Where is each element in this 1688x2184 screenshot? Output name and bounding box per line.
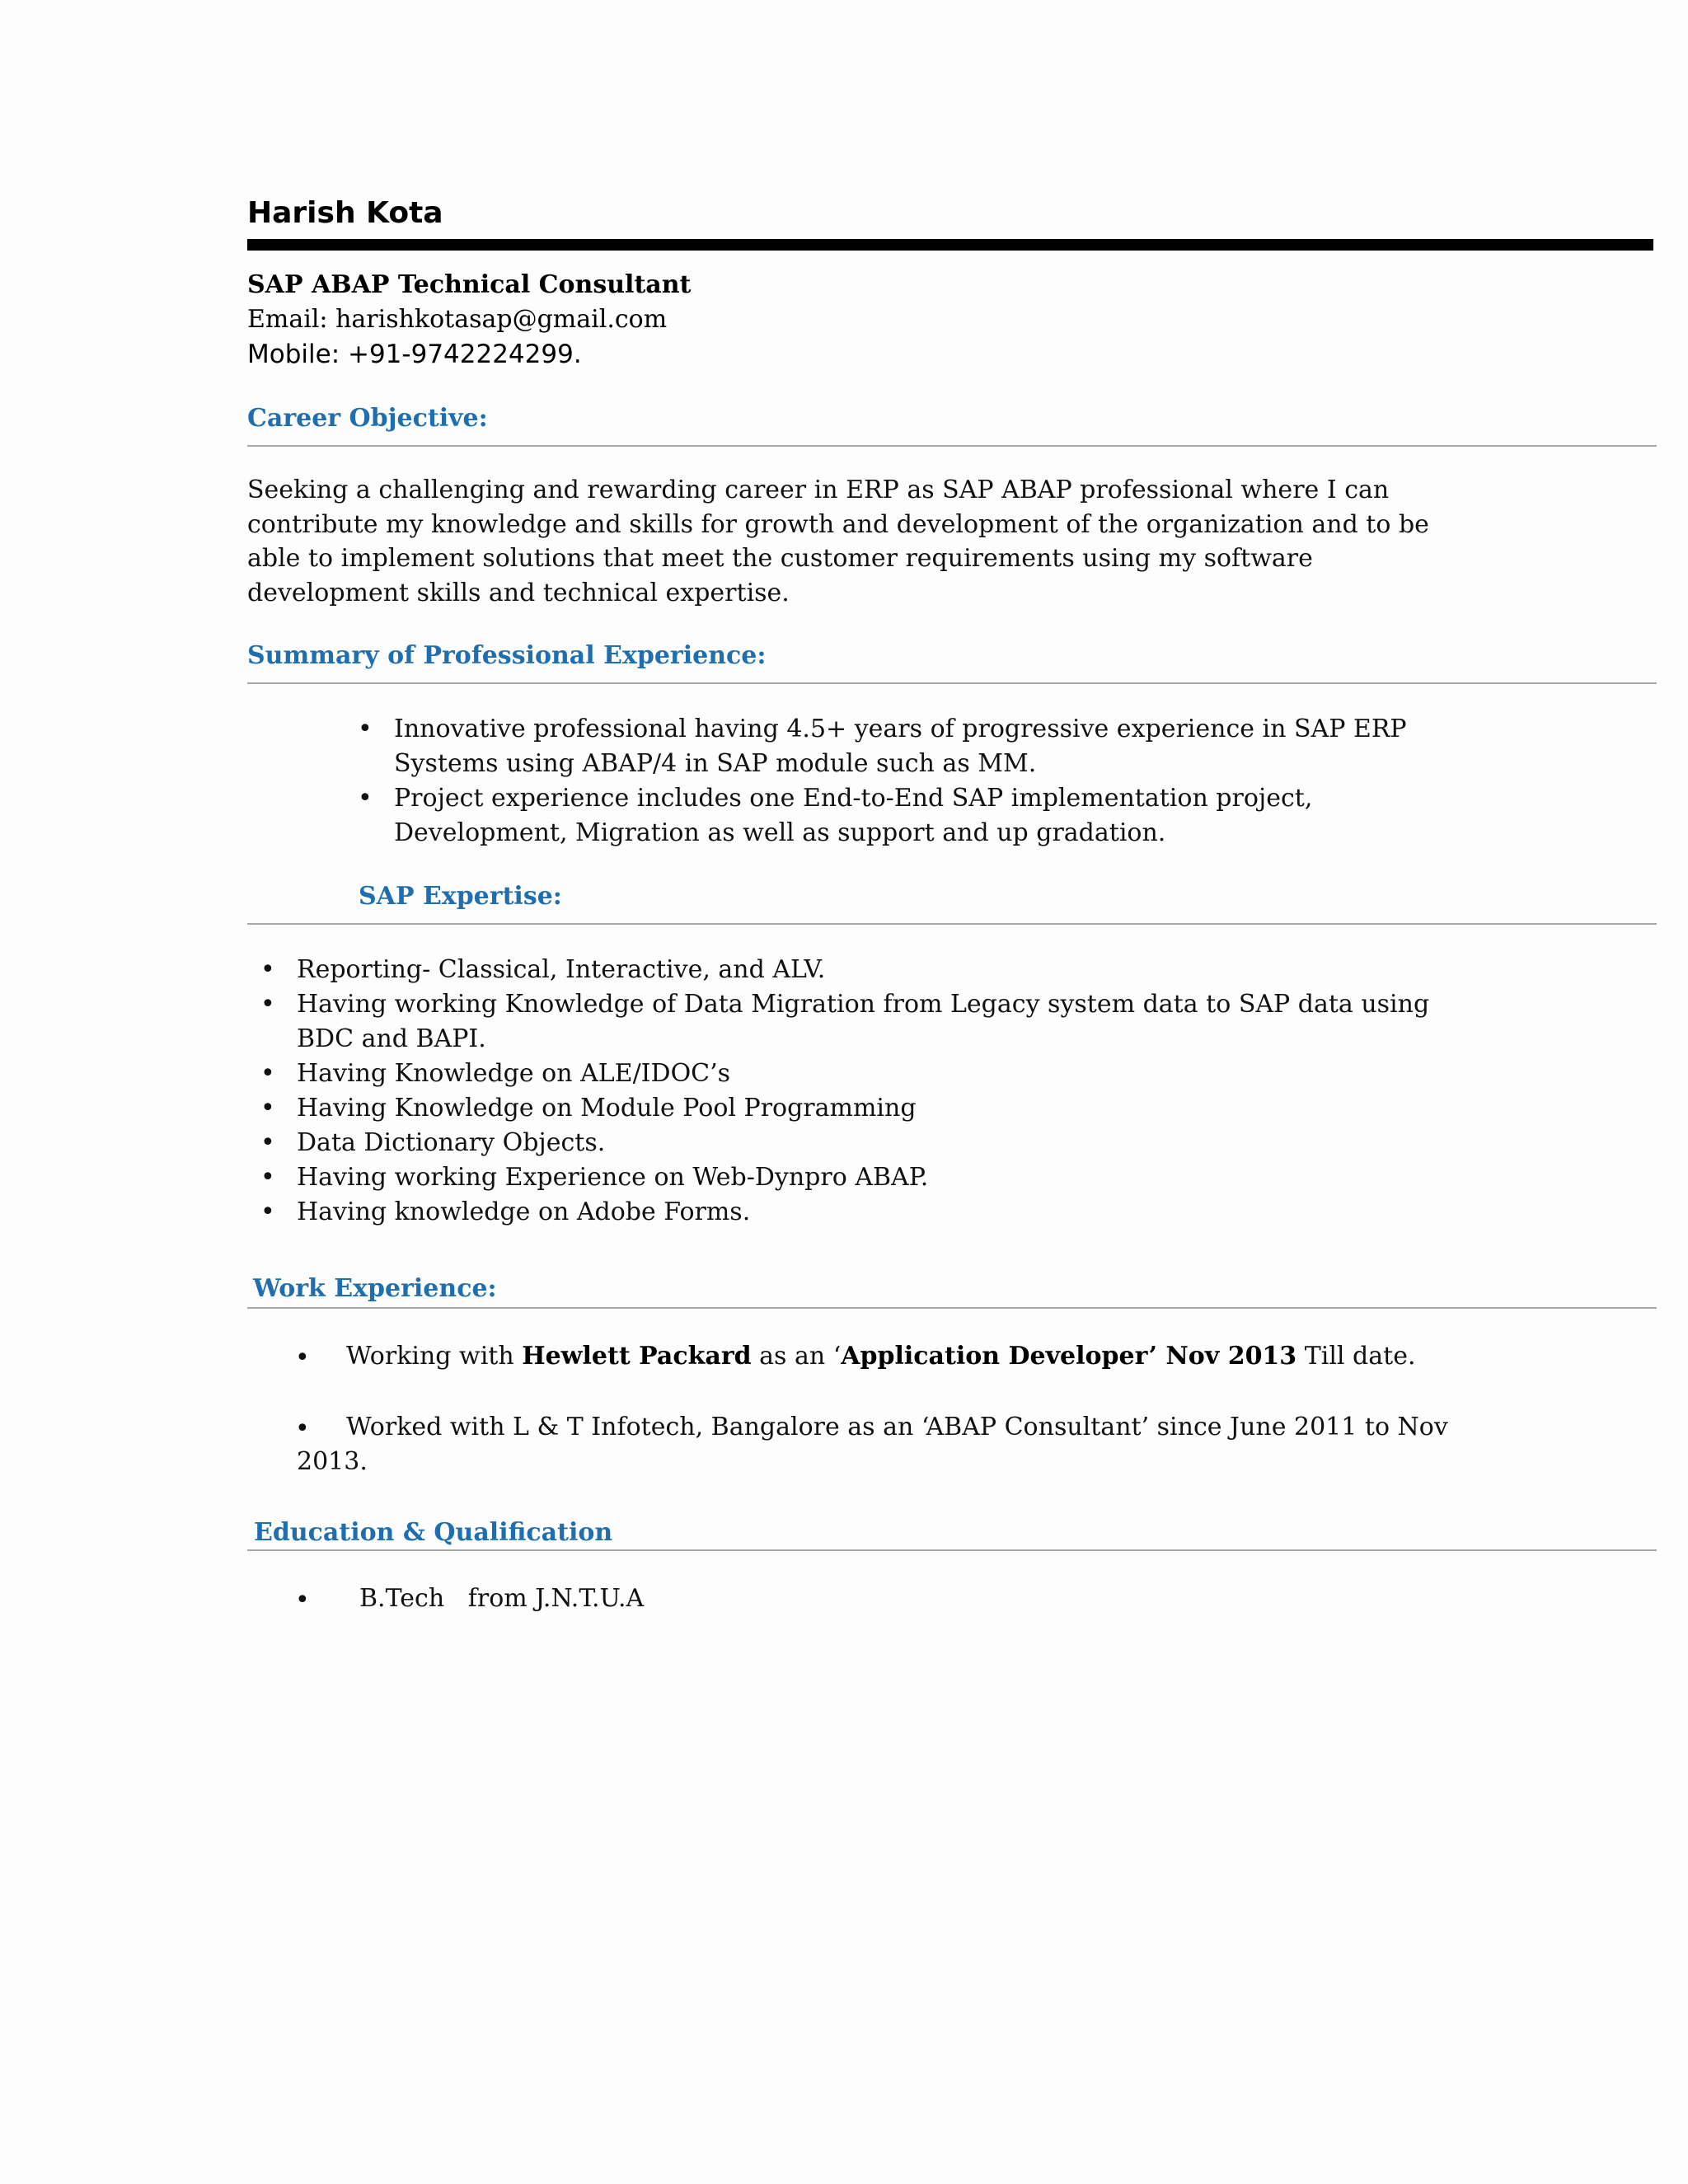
summary-list (358, 712, 1407, 851)
email-line: Email: harishkotasap@gmail.com (247, 305, 668, 334)
bullet-icon: • (260, 990, 275, 1019)
summary-item-line: Systems using ABAP/4 in SAP module such as MM. (394, 749, 1037, 778)
bullet-icon: • (260, 955, 275, 984)
bullet-icon: • (260, 1197, 275, 1226)
career-objective-text (247, 473, 1459, 610)
list-item (260, 1195, 1429, 1230)
job-entry-lt-continued: 2013. (297, 1447, 368, 1476)
candidate-name: Harish Kota (247, 196, 443, 230)
list-item (260, 953, 1429, 987)
bullet-icon: • (295, 1586, 310, 1615)
list-item (358, 781, 1407, 851)
summary-rule (247, 682, 1657, 684)
job-text: Till date. (1296, 1342, 1416, 1371)
summary-heading: Summary of Professional Experience: (247, 641, 767, 670)
expertise-item: Having working Knowledge of Data Migration from Legacy system data to SAP data using (297, 990, 1430, 1019)
education-heading: Education & Qualification (254, 1518, 613, 1547)
job-title: SAP ABAP Technical Consultant (247, 270, 692, 299)
career-objective-line: Seeking a challenging and rewarding career in ERP as SAP ABAP professional where I can (247, 476, 1390, 504)
summary-item-line: Project experience includes one End-to-End SAP implementation project, (394, 784, 1313, 813)
summary-item-line: Development, Migration as well as support and up gradation. (394, 818, 1166, 847)
expertise-item: Having Knowledge on ALE/IDOC’s (297, 1059, 731, 1088)
expertise-item: Having knowledge on Adobe Forms. (297, 1197, 751, 1226)
job-entry-lt: Worked with L & T Infotech, Bangalore as an ‘ABAP Consultant’ since June 2011 to Nov (346, 1413, 1448, 1441)
sap-expertise-rule (247, 923, 1657, 925)
work-experience-heading: Work Experience: (253, 1274, 497, 1303)
bullet-icon: • (260, 1094, 275, 1122)
expertise-item: Having Knowledge on Module Pool Programming (297, 1094, 917, 1122)
job-text: as an ‘ (751, 1342, 842, 1371)
bullet-icon: • (295, 1343, 310, 1372)
career-objective-heading: Career Objective: (247, 404, 488, 433)
bullet-icon: • (260, 1163, 275, 1192)
bullet-icon: • (260, 1059, 275, 1088)
bullet-icon: • (358, 715, 373, 743)
education-rule (247, 1549, 1657, 1551)
expertise-item-continued: BDC and BAPI. (297, 1024, 486, 1053)
job-entry-hp (346, 1342, 1416, 1371)
career-objective-line: able to implement solutions that meet the customer requirements using my software (247, 544, 1313, 573)
expertise-item: Reporting- Classical, Interactive, and ALV. (297, 955, 826, 984)
header-divider (247, 239, 1653, 251)
list-item (260, 1091, 1429, 1126)
job-role: Application Developer’ Nov 2013 (841, 1342, 1297, 1371)
company-name: Hewlett Packard (522, 1342, 752, 1371)
list-item (260, 987, 1430, 1057)
career-objective-line: development skills and technical expertise. (247, 578, 790, 607)
education-item: B.Tech from J.N.T.U.A (359, 1584, 645, 1613)
career-objective-line: contribute my knowledge and skills for growth and development of the organization and to be (247, 509, 1429, 539)
sap-expertise-list (260, 953, 1430, 1230)
work-experience-rule (247, 1307, 1657, 1309)
bullet-icon: • (358, 784, 373, 813)
expertise-item: Data Dictionary Objects. (297, 1128, 606, 1157)
mobile-line: Mobile: +91-9742224299. (247, 340, 582, 369)
sap-expertise-heading: SAP Expertise: (359, 882, 562, 911)
summary-item-line: Innovative professional having 4.5+ years of progressive experience in SAP ERP (394, 715, 1407, 743)
bullet-icon: • (295, 1414, 310, 1443)
list-item (260, 1126, 1429, 1160)
list-item (358, 712, 1407, 781)
list-item (260, 1057, 1429, 1091)
career-objective-rule (247, 445, 1657, 447)
expertise-item: Having working Experience on Web-Dynpro ABAP. (297, 1163, 929, 1192)
list-item (260, 1160, 1429, 1195)
bullet-icon: • (260, 1128, 275, 1157)
job-text: Working with (346, 1342, 523, 1371)
